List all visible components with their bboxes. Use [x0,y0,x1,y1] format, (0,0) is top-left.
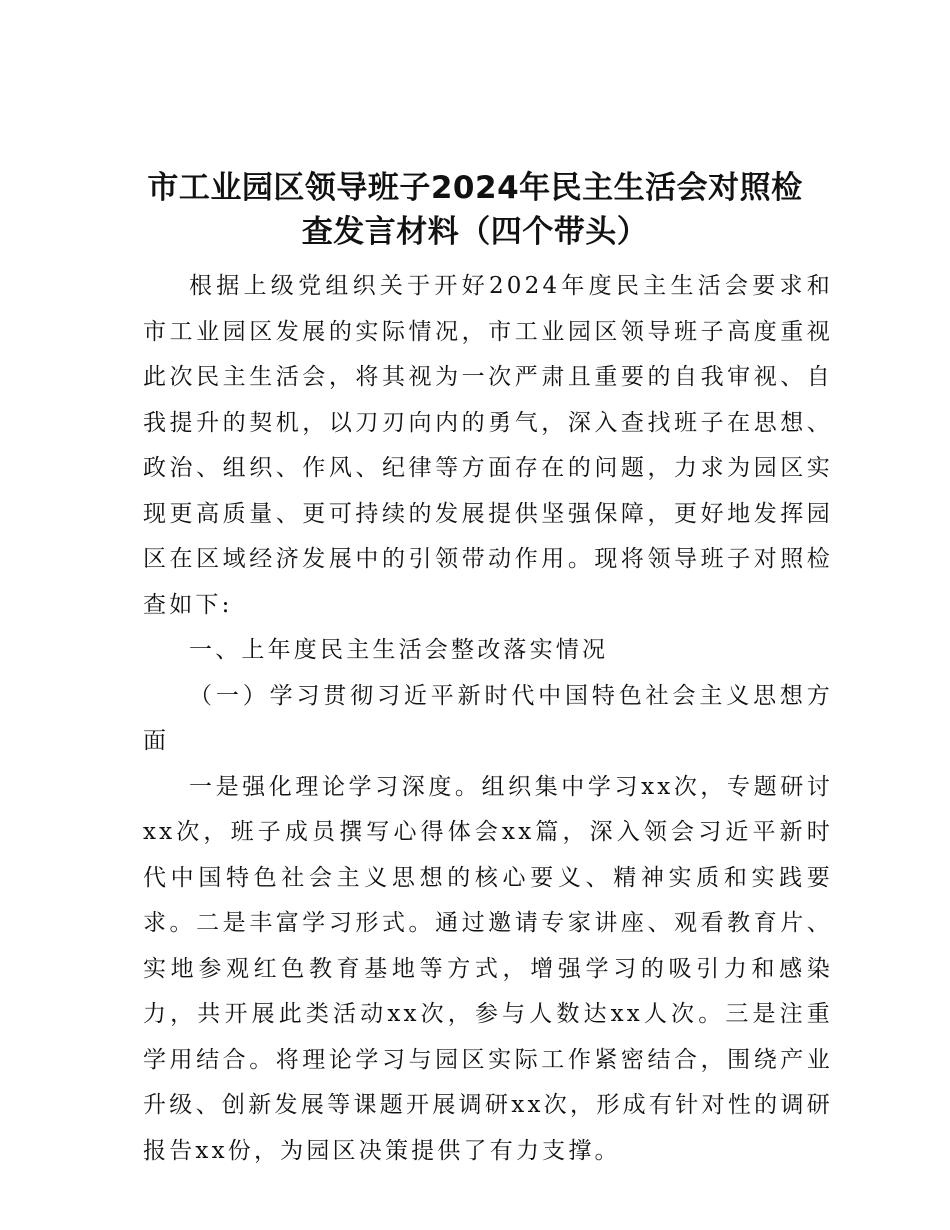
document-body [143,264,833,1174]
title-line-1: 市工业园区领导班子2024年民主生活会对照检 [147,170,803,206]
document-title [100,166,850,254]
intro-paragraph: 根据上级党组织关于开好2024年度民主生活会要求和市工业园区发展的实际情况，市工业园区领导班子高度重视此次民主生活会，将其视为一次严肃且重要的自我审视、自我提升的契机，以刀刃向内的勇气，深入查找班子在思想、政治、组织、作风、纪律等方面存在的问题，力求为园区实现更高质量、更可持续的发展提供坚强保障，更好地发挥园区在区域经济发展中的引领带动作用。现将领导班子对照检查如下: [143,273,833,618]
subsection-heading: （一）学习贯彻习近平新时代中国特色社会主义思想方面 [143,682,833,754]
title-line-2: 查发言材料（四个带头） [301,214,649,250]
body-paragraph: 一是强化理论学习深度。组织集中学习xx次，专题研讨xx次，班子成员撰写心得体会xx篇，深入领会习近平新时代中国特色社会主义思想的核心要义、精神实质和实践要求。二是丰富学习形式。通过邀请专家讲座、观看教育片、实地参观红色教育基地等方式，增强学习的吸引力和感染力，共开展此类活动xx次，参与人数达xx人次。三是注重学用结合。将理论学习与园区实际工作紧密结合，围绕产业升级、创新发展等课题开展调研xx次，形成有针对性的调研报告xx份，为园区决策提供了有力支撑。 [143,773,833,1164]
section-heading: 一、上年度民主生活会整改落实情况 [189,637,609,663]
